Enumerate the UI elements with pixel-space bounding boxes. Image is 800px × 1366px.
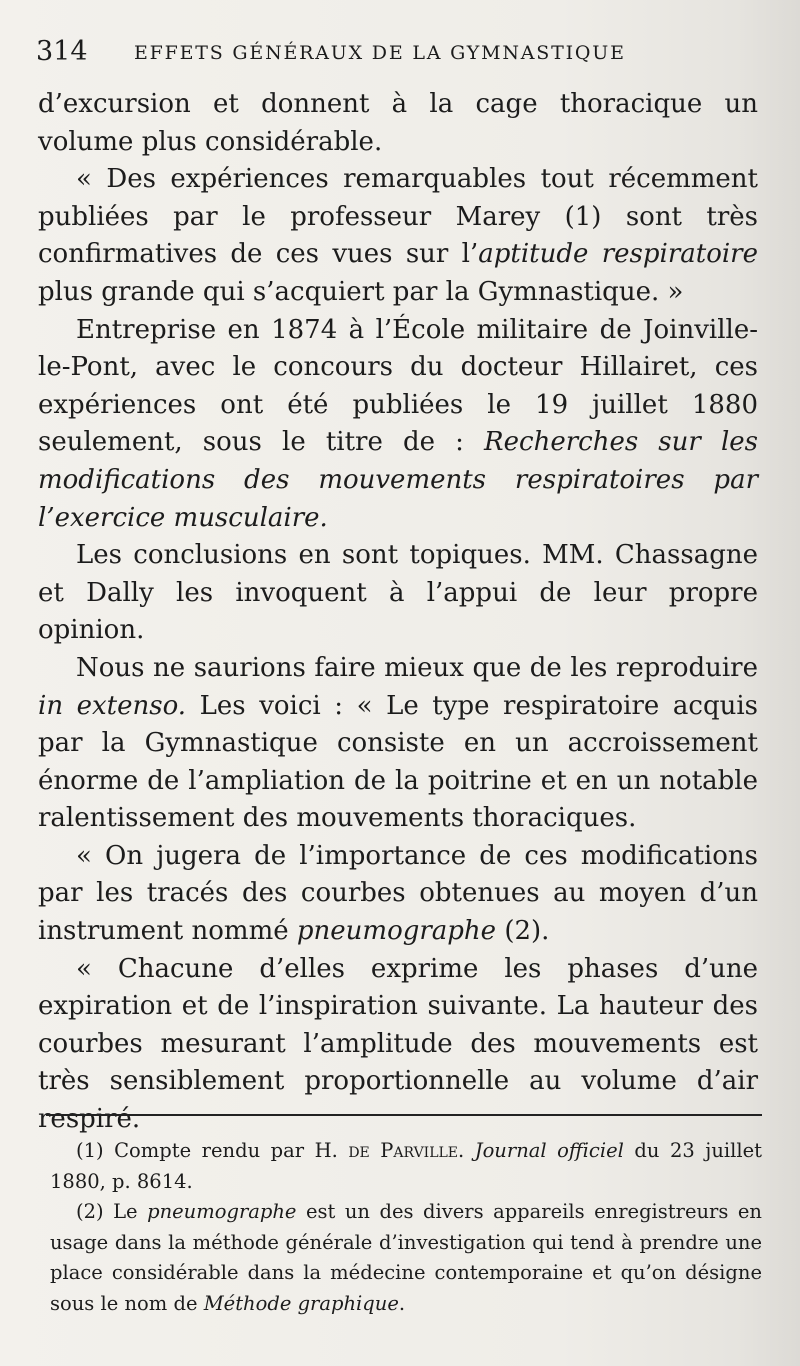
- page-number: 314: [36, 36, 88, 67]
- running-title: EFFETS GÉNÉRAUX DE LA GYMNASTIQUE: [134, 42, 626, 64]
- footnote-method: Méthode graphique: [203, 1291, 399, 1315]
- page-header: [36, 36, 756, 72]
- paragraph-1: d’excursion et donnent à la cage thoracique un volume plus considérable.: [38, 89, 758, 157]
- footnote-journal: Journal officiel: [474, 1139, 624, 1162]
- paragraph-2: « Des expériences remarquables tout récemment publiées par le professeur Marey (1) sont très confirmatives de ces vues sur l’aptitude respiratoire plus grande qui s’acquiert par la Gymnastique. »: [38, 164, 758, 307]
- paragraph-3: Entreprise en 1874 à l’École militaire de Joinville-le-Pont, avec le concours du docteur Hillairet, ces expériences ont été publiées le 19 juillet 1880 seulement, sous le titre de : Recherches sur les modifications des mouvements respiratoires par l’exercice musculaire.: [38, 314, 758, 533]
- footnote-2: (2) Le pneumographe est un des divers appareils enregistreurs en usage dans la méthode générale d’investigation qui tend à prendre une place considérable dans la médecine contemporaine et qu’on désigne sous le nom de Méthode graphique.: [50, 1200, 762, 1315]
- publication-title: Recherches sur les modifications des mouvements respiratoires par l’exercice musculaire.: [38, 427, 758, 533]
- latin-phrase: in extenso.: [38, 690, 187, 721]
- term-pneumographe: pneumographe: [296, 916, 497, 947]
- paragraph-6: « On jugera de l’importance de ces modifications par les tracés des courbes obtenues au moyen d’un instrument nommé pneumographe (2).: [38, 840, 758, 947]
- footnote-1: (1) Compte rendu par H. de Parville. Journal officiel du 23 juillet 1880, p. 8614.: [50, 1139, 762, 1193]
- paragraph-7: « Chacune d’elles exprime les phases d’une expiration et de l’inspiration suivante. La hauteur des courbes mesurant l’amplitude des mouvements est très sensiblement proportionnelle au volume d’air respiré.: [38, 953, 758, 1135]
- main-text: [38, 86, 758, 1139]
- footnote-term: pneumographe: [147, 1200, 297, 1223]
- emphasis-aptitude: aptitude respiratoire: [478, 239, 758, 270]
- paragraph-5: Nous ne saurions faire mieux que de les reproduire in extenso. Les voici : « Le type respiratoire acquis par la Gymnastique consiste en un accroissement énorme de l’ampliation de la poitrine et en un notable ralentissement des mouvements thoraciques.: [38, 652, 758, 834]
- paragraph-4: Les conclusions en sont topiques. MM. Chassagne et Dally les invoquent à l’appui de leur propre opinion.: [38, 540, 758, 646]
- footnote-divider: [46, 1114, 762, 1116]
- footnotes: [50, 1136, 762, 1319]
- footnote-author: de Parville: [348, 1139, 459, 1162]
